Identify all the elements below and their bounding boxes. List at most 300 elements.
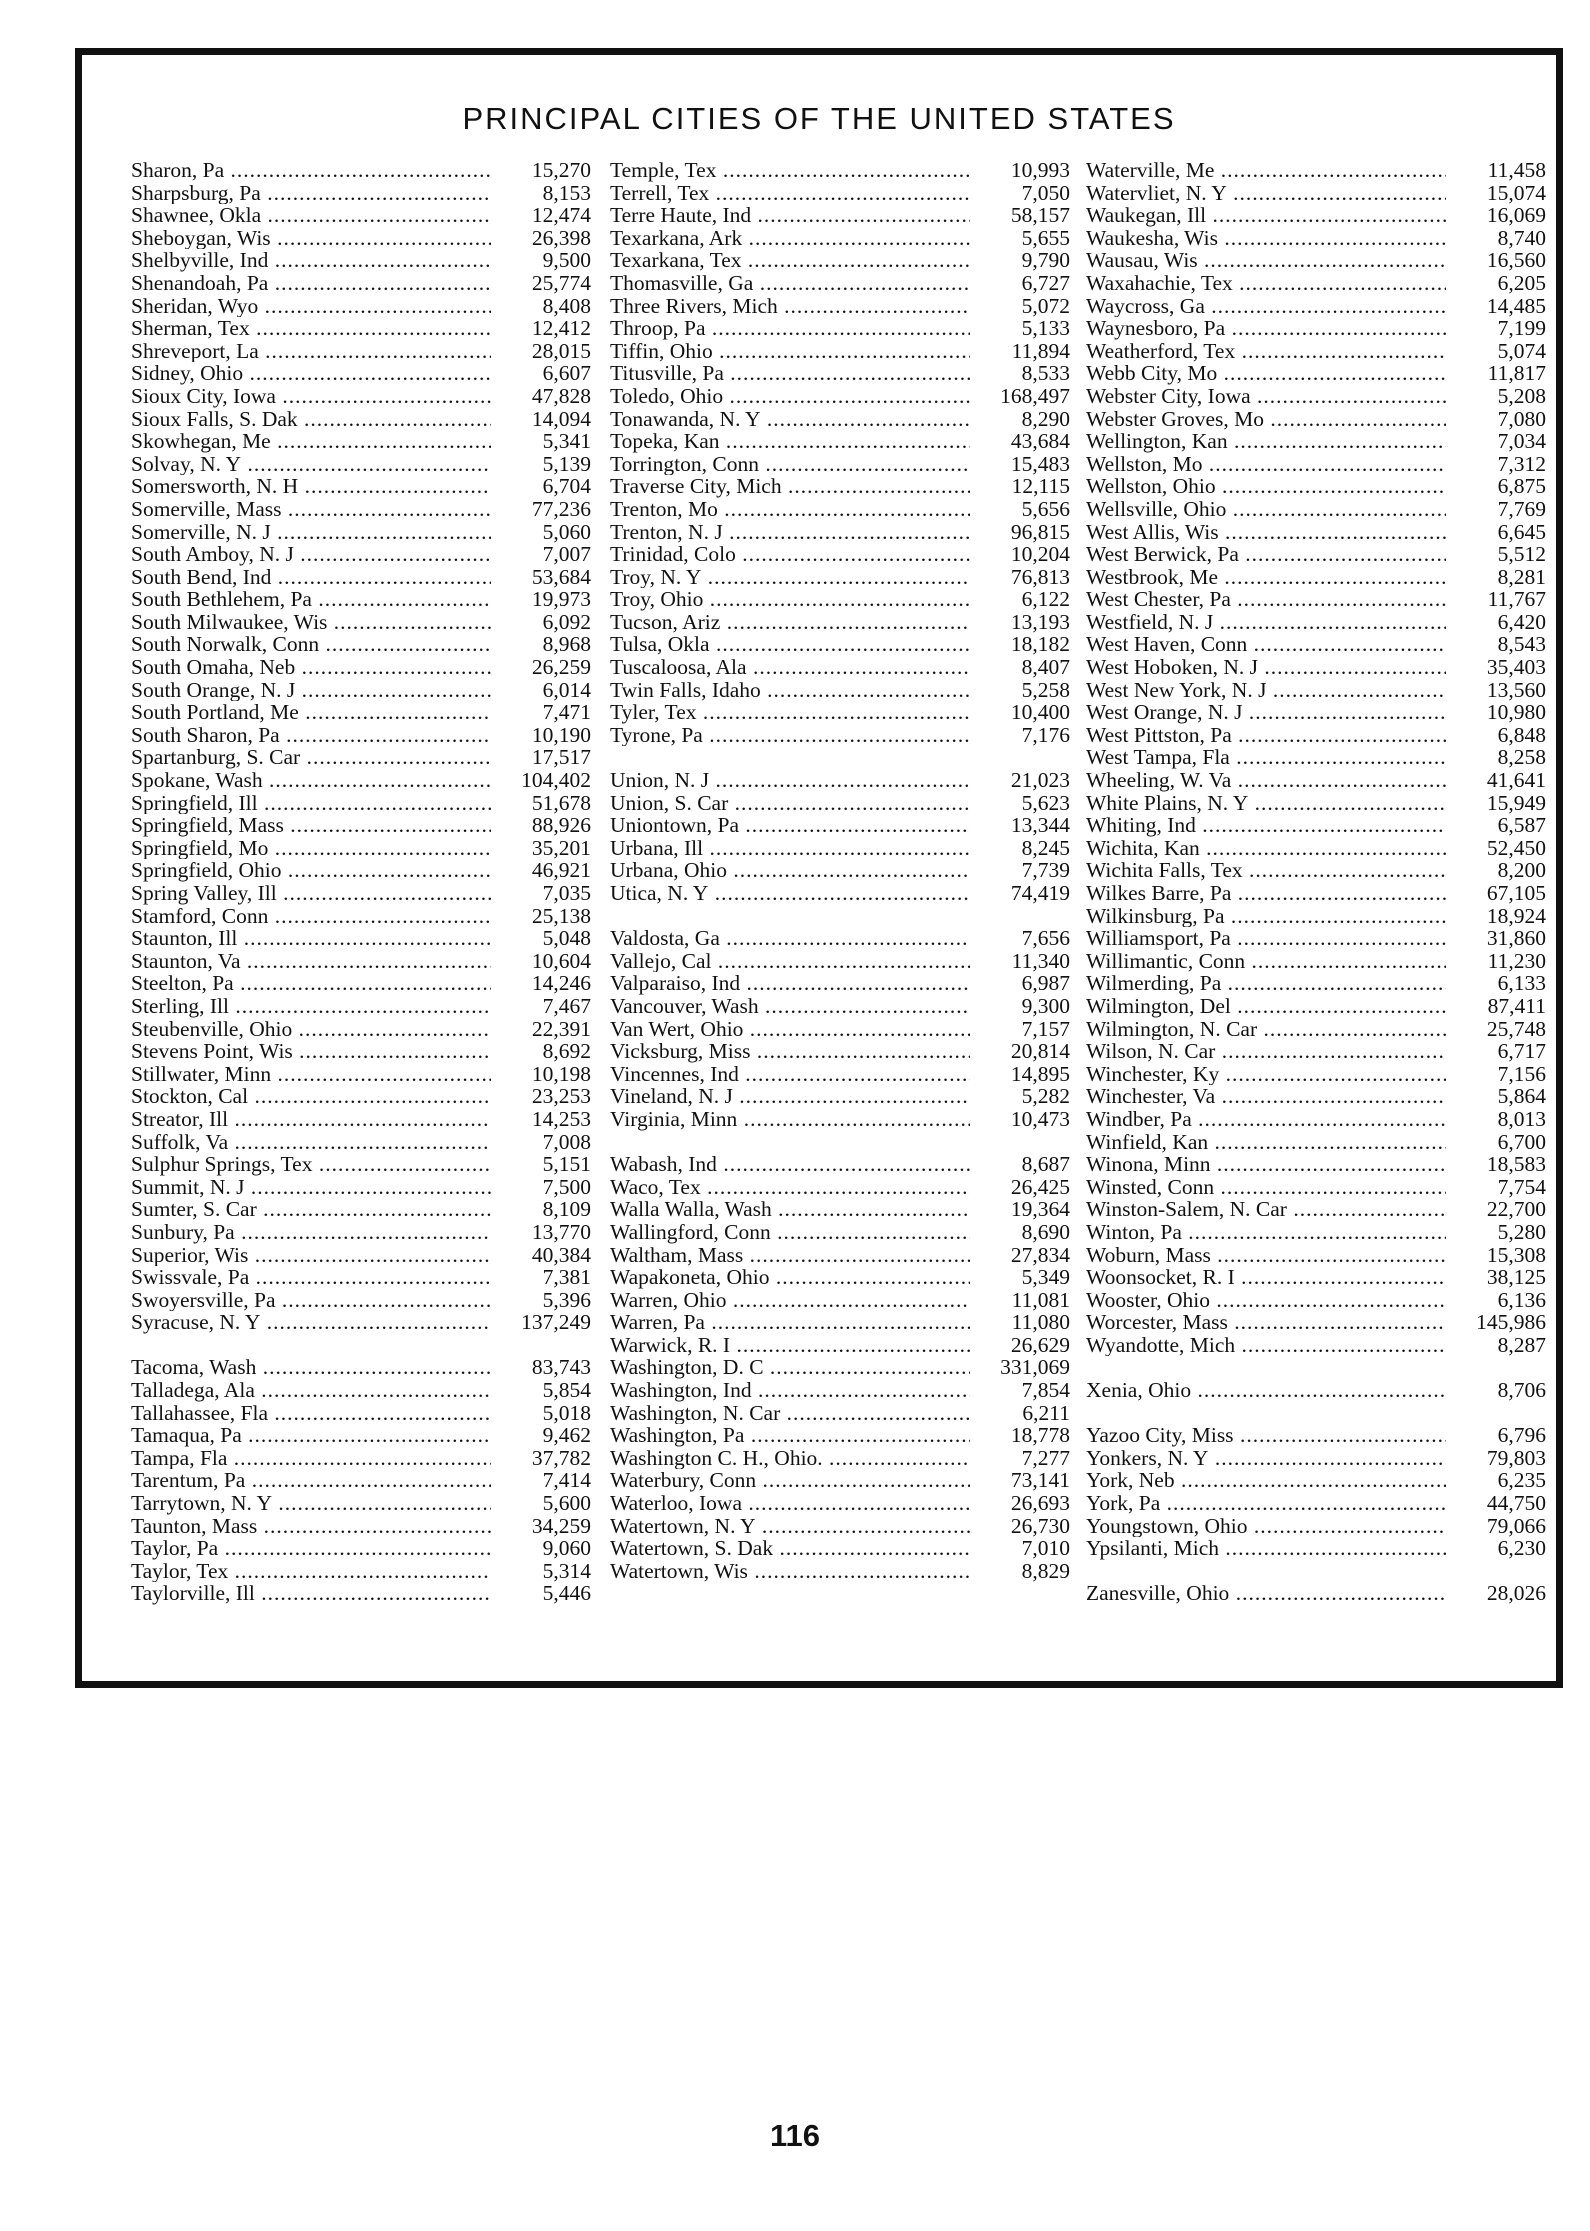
city-population: 12,115: [970, 475, 1070, 498]
city-name: Walla Walla, Wash .....: [610, 1198, 970, 1221]
city-population: 7,312: [1446, 453, 1546, 476]
city-name: Valparaiso, Ind .....: [610, 972, 970, 995]
city-name: Torrington, Conn .....: [610, 453, 970, 476]
city-name: Spokane, Wash .....: [131, 769, 491, 792]
city-name: Tucson, Ariz .....: [610, 611, 970, 634]
city-name: Warren, Pa .....: [610, 1311, 970, 1334]
city-name: Terrell, Tex .....: [610, 182, 970, 205]
city-name: Sherman, Tex .....: [131, 317, 491, 340]
spacer-row: [610, 905, 1070, 928]
city-name: Washington, N. Car .....: [610, 1402, 970, 1425]
city-name: West Allis, Wis .....: [1086, 521, 1446, 544]
city-population: 13,344: [970, 814, 1070, 837]
city-row: [610, 1515, 1070, 1538]
city-row: [1086, 611, 1546, 634]
city-row: [610, 859, 1070, 882]
city-row: [610, 362, 1070, 385]
city-row: [1086, 1085, 1546, 1108]
city-population: 6,796: [1446, 1424, 1546, 1447]
city-population: 83,743: [491, 1356, 591, 1379]
city-population: 6,700: [1446, 1131, 1546, 1154]
city-row: [1086, 1289, 1546, 1312]
city-row: [131, 1108, 591, 1131]
city-name: Washington, Ind .....: [610, 1379, 970, 1402]
city-population: 11,340: [970, 950, 1070, 973]
city-row: [131, 498, 591, 521]
city-population: 31,860: [1446, 927, 1546, 950]
city-name: Wilkes Barre, Pa .....: [1086, 882, 1446, 905]
city-population: 11,230: [1446, 950, 1546, 973]
city-row: [1086, 814, 1546, 837]
city-population: 5,258: [970, 679, 1070, 702]
city-row: [131, 1040, 591, 1063]
city-name: Wilmington, Del .....: [1086, 995, 1446, 1018]
city-population: 6,704: [491, 475, 591, 498]
city-population: 5,133: [970, 317, 1070, 340]
city-population: 6,205: [1446, 272, 1546, 295]
city-name: Troy, Ohio .....: [610, 588, 970, 611]
city-population: 52,450: [1446, 837, 1546, 860]
city-row: [131, 227, 591, 250]
city-row: [610, 1085, 1070, 1108]
city-name: Webster Groves, Mo .....: [1086, 408, 1446, 431]
city-row: [610, 204, 1070, 227]
city-population: 53,684: [491, 566, 591, 589]
city-row: [1086, 1063, 1546, 1086]
city-row: [1086, 905, 1546, 928]
city-name: Sterling, Ill .....: [131, 995, 491, 1018]
city-population: 5,623: [970, 792, 1070, 815]
city-row: [131, 746, 591, 769]
city-row: [610, 950, 1070, 973]
spacer-row: [1086, 1402, 1546, 1425]
city-population: 10,604: [491, 950, 591, 973]
city-population: 13,193: [970, 611, 1070, 634]
city-name: Titusville, Pa .....: [610, 362, 970, 385]
city-row: [131, 1018, 591, 1041]
city-name: Waltham, Mass .....: [610, 1244, 970, 1267]
city-name: York, Neb .....: [1086, 1469, 1446, 1492]
city-population: 58,157: [970, 204, 1070, 227]
city-row: [131, 1492, 591, 1515]
city-row: [1086, 1515, 1546, 1538]
city-name: Wichita Falls, Tex .....: [1086, 859, 1446, 882]
city-row: [131, 679, 591, 702]
city-population: 43,684: [970, 430, 1070, 453]
city-population: 5,341: [491, 430, 591, 453]
city-name: Streator, Ill .....: [131, 1108, 491, 1131]
city-name: Tonawanda, N. Y .....: [610, 408, 970, 431]
city-name: Winton, Pa .....: [1086, 1221, 1446, 1244]
city-population: 38,125: [1446, 1266, 1546, 1289]
city-row: [610, 1176, 1070, 1199]
city-row: [1086, 1108, 1546, 1131]
city-name: Stockton, Cal .....: [131, 1085, 491, 1108]
city-name: Somerville, N. J .....: [131, 521, 491, 544]
city-name: Watertown, S. Dak .....: [610, 1537, 970, 1560]
city-population: 11,894: [970, 340, 1070, 363]
city-population: 87,411: [1446, 995, 1546, 1018]
city-row: [131, 159, 591, 182]
city-row: [610, 882, 1070, 905]
city-row: [1086, 1266, 1546, 1289]
city-name: Urbana, Ohio .....: [610, 859, 970, 882]
city-population: 10,204: [970, 543, 1070, 566]
city-name: Waycross, Ga .....: [1086, 295, 1446, 318]
city-row: [610, 701, 1070, 724]
city-name: Wellston, Ohio .....: [1086, 475, 1446, 498]
city-population: 6,607: [491, 362, 591, 385]
city-row: [610, 679, 1070, 702]
city-population: 8,109: [491, 1198, 591, 1221]
city-row: [610, 1266, 1070, 1289]
city-population: 9,300: [970, 995, 1070, 1018]
city-population: 8,706: [1446, 1379, 1546, 1402]
city-population: 18,182: [970, 633, 1070, 656]
city-name: Waterloo, Iowa .....: [610, 1492, 970, 1515]
city-row: [131, 182, 591, 205]
city-population: 8,153: [491, 182, 591, 205]
city-population: 7,010: [970, 1537, 1070, 1560]
city-row: [1086, 1221, 1546, 1244]
city-name: Spring Valley, Ill .....: [131, 882, 491, 905]
city-name: Shenandoah, Pa .....: [131, 272, 491, 295]
city-population: 11,081: [970, 1289, 1070, 1312]
city-population: 67,105: [1446, 882, 1546, 905]
city-row: [131, 611, 591, 634]
city-population: 15,074: [1446, 182, 1546, 205]
city-row: [131, 453, 591, 476]
city-row: [131, 1221, 591, 1244]
city-name: Virginia, Minn .....: [610, 1108, 970, 1131]
city-population: 6,014: [491, 679, 591, 702]
city-row: [1086, 588, 1546, 611]
city-row: [610, 1244, 1070, 1267]
city-population: 12,412: [491, 317, 591, 340]
city-row: [1086, 475, 1546, 498]
city-row: [131, 972, 591, 995]
city-population: 76,813: [970, 566, 1070, 589]
city-name: South Omaha, Neb .....: [131, 656, 491, 679]
city-name: Sharpsburg, Pa .....: [131, 182, 491, 205]
city-population: 35,403: [1446, 656, 1546, 679]
city-name: Winston-Salem, N. Car .....: [1086, 1198, 1446, 1221]
city-name: Watertown, N. Y .....: [610, 1515, 970, 1538]
city-population: 10,198: [491, 1063, 591, 1086]
spacer-row: [1086, 1356, 1546, 1379]
city-name: Whiting, Ind .....: [1086, 814, 1446, 837]
city-row: [610, 792, 1070, 815]
city-population: 5,018: [491, 1402, 591, 1425]
city-name: Urbana, Ill .....: [610, 837, 970, 860]
city-row: [1086, 295, 1546, 318]
city-row: [131, 543, 591, 566]
city-name: Texarkana, Ark .....: [610, 227, 970, 250]
city-row: [610, 566, 1070, 589]
city-population: 26,629: [970, 1334, 1070, 1357]
city-name: Sumter, S. Car .....: [131, 1198, 491, 1221]
city-row: [1086, 1537, 1546, 1560]
city-row: [131, 837, 591, 860]
city-name: Stevens Point, Wis .....: [131, 1040, 491, 1063]
city-row: [131, 1085, 591, 1108]
city-population: 25,138: [491, 905, 591, 928]
city-row: [131, 995, 591, 1018]
city-name: Shelbyville, Ind .....: [131, 249, 491, 272]
city-row: [131, 1176, 591, 1199]
city-name: Shawnee, Okla .....: [131, 204, 491, 227]
city-row: [610, 475, 1070, 498]
city-name: Staunton, Ill .....: [131, 927, 491, 950]
city-name: West Tampa, Fla .....: [1086, 746, 1446, 769]
city-row: [1086, 1198, 1546, 1221]
city-name: Tyler, Tex .....: [610, 701, 970, 724]
city-row: [610, 1334, 1070, 1357]
city-name: Tarrytown, N. Y .....: [131, 1492, 491, 1515]
city-population: 7,176: [970, 724, 1070, 747]
city-row: [1086, 1469, 1546, 1492]
city-row: [131, 272, 591, 295]
city-name: Utica, N. Y .....: [610, 882, 970, 905]
city-name: Waco, Tex .....: [610, 1176, 970, 1199]
city-population: 5,656: [970, 498, 1070, 521]
table-frame: [75, 48, 1563, 1688]
city-name: Springfield, Mo .....: [131, 837, 491, 860]
city-row: [131, 1266, 591, 1289]
city-row: [131, 475, 591, 498]
city-name: Swoyersville, Pa .....: [131, 1289, 491, 1312]
city-population: 8,968: [491, 633, 591, 656]
city-row: [131, 430, 591, 453]
city-population: 8,290: [970, 408, 1070, 431]
spacer-row: [131, 1334, 591, 1357]
city-row: [131, 1131, 591, 1154]
city-name: Traverse City, Mich .....: [610, 475, 970, 498]
city-name: Spartanburg, S. Car .....: [131, 746, 491, 769]
city-row: [610, 1402, 1070, 1425]
city-row: [131, 249, 591, 272]
city-population: 22,391: [491, 1018, 591, 1041]
city-name: Wilkinsburg, Pa .....: [1086, 905, 1446, 928]
city-name: Taunton, Mass .....: [131, 1515, 491, 1538]
city-population: 8,245: [970, 837, 1070, 860]
city-population: 40,384: [491, 1244, 591, 1267]
city-population: 10,993: [970, 159, 1070, 182]
city-name: Tiffin, Ohio .....: [610, 340, 970, 363]
city-row: [131, 1537, 591, 1560]
city-row: [131, 340, 591, 363]
city-row: [131, 701, 591, 724]
city-row: [1086, 837, 1546, 860]
city-row: [610, 656, 1070, 679]
city-row: [131, 1063, 591, 1086]
city-row: [610, 927, 1070, 950]
city-row: [610, 317, 1070, 340]
city-name: Van Wert, Ohio .....: [610, 1018, 970, 1041]
city-name: Taylorville, Ill .....: [131, 1582, 491, 1605]
city-row: [610, 159, 1070, 182]
city-population: 37,782: [491, 1447, 591, 1470]
city-population: 6,230: [1446, 1537, 1546, 1560]
city-row: [1086, 1176, 1546, 1199]
city-population: 19,364: [970, 1198, 1070, 1221]
city-population: 41,641: [1446, 769, 1546, 792]
city-name: Sidney, Ohio .....: [131, 362, 491, 385]
city-row: [610, 408, 1070, 431]
city-name: Union, N. J .....: [610, 769, 970, 792]
city-name: Terre Haute, Ind .....: [610, 204, 970, 227]
city-name: Tamaqua, Pa .....: [131, 1424, 491, 1447]
city-name: Twin Falls, Idaho .....: [610, 679, 970, 702]
city-row: [131, 882, 591, 905]
city-row: [131, 1289, 591, 1312]
city-row: [131, 1560, 591, 1583]
city-population: 8,200: [1446, 859, 1546, 882]
city-name: Westbrook, Me .....: [1086, 566, 1446, 589]
city-row: [131, 317, 591, 340]
city-row: [131, 1402, 591, 1425]
city-name: Wallingford, Conn .....: [610, 1221, 970, 1244]
city-name: Springfield, Mass .....: [131, 814, 491, 837]
city-row: [131, 814, 591, 837]
city-name: West Orange, N. J .....: [1086, 701, 1446, 724]
city-row: [1086, 769, 1546, 792]
city-row: [131, 1153, 591, 1176]
city-population: 14,253: [491, 1108, 591, 1131]
city-row: [610, 430, 1070, 453]
city-population: 14,094: [491, 408, 591, 431]
city-population: 6,848: [1446, 724, 1546, 747]
city-name: Steelton, Pa .....: [131, 972, 491, 995]
city-row: [1086, 1582, 1546, 1605]
city-row: [1086, 249, 1546, 272]
city-row: [1086, 701, 1546, 724]
city-population: 5,854: [491, 1379, 591, 1402]
city-population: 5,282: [970, 1085, 1070, 1108]
city-row: [610, 1492, 1070, 1515]
city-name: White Plains, N. Y .....: [1086, 792, 1446, 815]
city-population: 7,277: [970, 1447, 1070, 1470]
city-name: Waukesha, Wis .....: [1086, 227, 1446, 250]
city-name: Wichita, Kan .....: [1086, 837, 1446, 860]
city-row: [1086, 927, 1546, 950]
city-population: 7,754: [1446, 1176, 1546, 1199]
city-population: 51,678: [491, 792, 591, 815]
city-name: Wooster, Ohio .....: [1086, 1289, 1446, 1312]
city-name: Superior, Wis .....: [131, 1244, 491, 1267]
city-row: [1086, 972, 1546, 995]
city-row: [1086, 272, 1546, 295]
city-row: [610, 724, 1070, 747]
city-row: [610, 1108, 1070, 1131]
city-population: 26,398: [491, 227, 591, 250]
city-population: 88,926: [491, 814, 591, 837]
city-name: Wausau, Wis .....: [1086, 249, 1446, 272]
city-name: West Pittston, Pa .....: [1086, 724, 1446, 747]
city-population: 10,400: [970, 701, 1070, 724]
city-row: [610, 1560, 1070, 1583]
city-row: [131, 950, 591, 973]
city-row: [131, 588, 591, 611]
city-population: 8,287: [1446, 1334, 1546, 1357]
city-population: 18,778: [970, 1424, 1070, 1447]
city-population: 34,259: [491, 1515, 591, 1538]
city-name: Watertown, Wis .....: [610, 1560, 970, 1583]
city-row: [610, 633, 1070, 656]
city-name: Wabash, Ind .....: [610, 1153, 970, 1176]
city-name: Somerville, Mass .....: [131, 498, 491, 521]
city-name: Waxahachie, Tex .....: [1086, 272, 1446, 295]
city-population: 9,462: [491, 1424, 591, 1447]
city-name: Toledo, Ohio .....: [610, 385, 970, 408]
city-name: Vancouver, Wash .....: [610, 995, 970, 1018]
city-row: [131, 859, 591, 882]
city-row: [610, 995, 1070, 1018]
city-population: 28,026: [1446, 1582, 1546, 1605]
city-population: 6,645: [1446, 521, 1546, 544]
city-row: [1086, 362, 1546, 385]
city-row: [610, 272, 1070, 295]
city-row: [1086, 1424, 1546, 1447]
city-row: [610, 837, 1070, 860]
city-row: [131, 1515, 591, 1538]
city-name: Winchester, Va .....: [1086, 1085, 1446, 1108]
city-name: Washington, D. C .....: [610, 1356, 970, 1379]
city-row: [131, 1356, 591, 1379]
city-name: Winona, Minn .....: [1086, 1153, 1446, 1176]
city-name: South Orange, N. J .....: [131, 679, 491, 702]
city-row: [1086, 746, 1546, 769]
city-row: [1086, 204, 1546, 227]
city-population: 7,467: [491, 995, 591, 1018]
city-population: 6,136: [1446, 1289, 1546, 1312]
city-name: Taylor, Tex .....: [131, 1560, 491, 1583]
city-row: [131, 1244, 591, 1267]
city-row: [1086, 656, 1546, 679]
city-population: 47,828: [491, 385, 591, 408]
city-name: Wheeling, W. Va .....: [1086, 769, 1446, 792]
city-name: West Berwick, Pa .....: [1086, 543, 1446, 566]
city-row: [1086, 679, 1546, 702]
city-population: 8,258: [1446, 746, 1546, 769]
city-row: [131, 1379, 591, 1402]
city-name: Wellston, Mo .....: [1086, 453, 1446, 476]
city-name: Wilson, N. Car .....: [1086, 1040, 1446, 1063]
city-population: 13,560: [1446, 679, 1546, 702]
city-row: [131, 1424, 591, 1447]
city-name: Watervliet, N. Y .....: [1086, 182, 1446, 205]
city-name: West Haven, Conn .....: [1086, 633, 1446, 656]
city-population: 15,949: [1446, 792, 1546, 815]
spacer-row: [1086, 1560, 1546, 1583]
city-population: 26,730: [970, 1515, 1070, 1538]
city-name: Valdosta, Ga .....: [610, 927, 970, 950]
city-row: [1086, 1131, 1546, 1154]
city-name: Sharon, Pa .....: [131, 159, 491, 182]
city-population: 11,817: [1446, 362, 1546, 385]
city-name: West Hoboken, N. J .....: [1086, 656, 1446, 679]
city-name: Wyandotte, Mich .....: [1086, 1334, 1446, 1357]
city-population: 6,235: [1446, 1469, 1546, 1492]
city-row: [131, 385, 591, 408]
city-population: 5,060: [491, 521, 591, 544]
city-population: 6,875: [1446, 475, 1546, 498]
city-population: 28,015: [491, 340, 591, 363]
city-name: West Chester, Pa .....: [1086, 588, 1446, 611]
city-name: Waynesboro, Pa .....: [1086, 317, 1446, 340]
city-population: 145,986: [1446, 1311, 1546, 1334]
city-name: Syracuse, N. Y .....: [131, 1311, 491, 1334]
